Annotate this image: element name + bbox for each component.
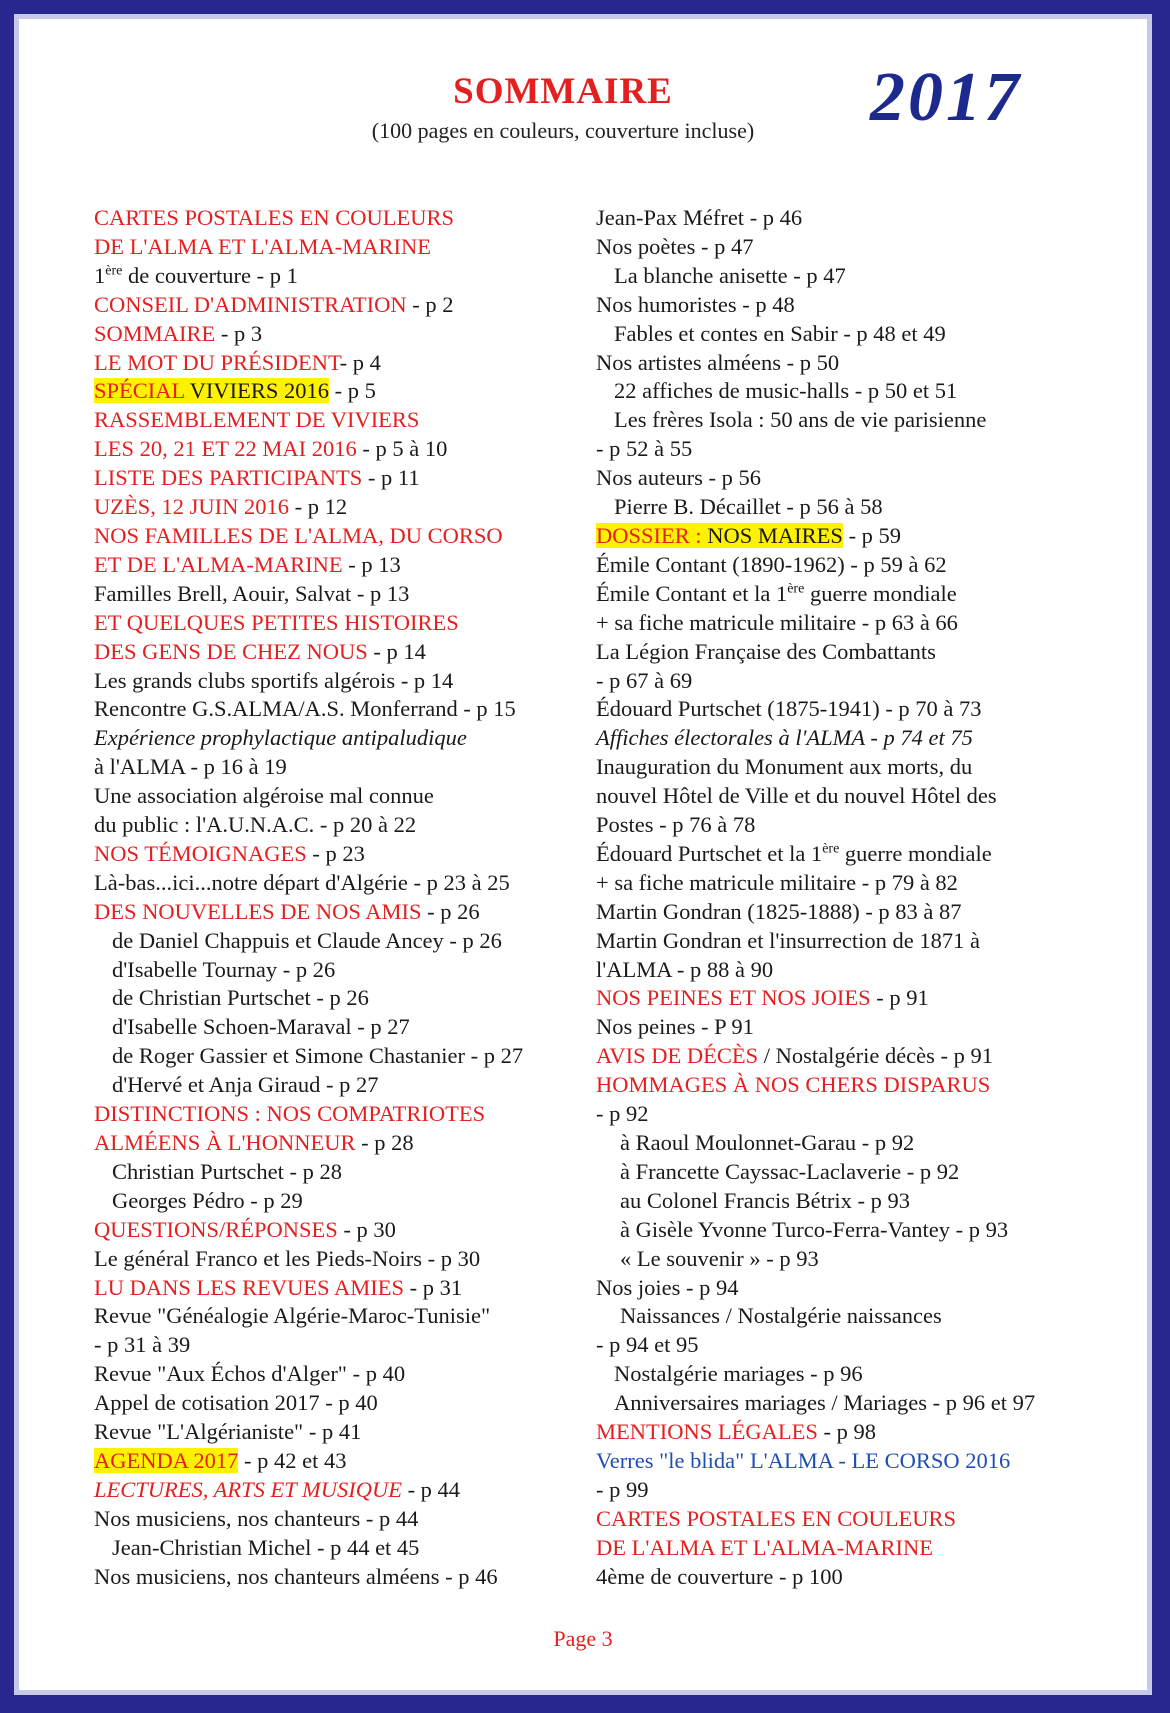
toc-entry [596, 927, 1136, 956]
toc-entry [94, 233, 594, 262]
toc-entry-text: - p 92 [596, 1101, 649, 1127]
toc-entry-text: DE L'ALMA ET L'ALMA-MARINE [94, 233, 432, 259]
toc-entry-text: - p 14 [367, 638, 426, 664]
toc-entry [94, 349, 594, 378]
toc-entry-text: - p 28 [355, 1130, 414, 1155]
toc-entry-text: Nos musiciens, nos chanteurs alméens - p 46 [94, 1563, 498, 1589]
toc-entry [94, 1302, 594, 1331]
toc-entry [94, 1071, 594, 1100]
toc-entry-text: Nos poètes - p 47 [596, 233, 754, 259]
toc-entry [596, 1360, 1136, 1389]
toc-entry-text: ère [822, 841, 840, 857]
toc-entry-text: NOS FAMILLES DE L'ALMA, DU CORSO [94, 522, 503, 548]
toc-entry-text: DE L'ALMA ET L'ALMA-MARINE [596, 1534, 934, 1560]
toc-entry-text: guerre mondiale [804, 580, 957, 606]
toc-entry [596, 349, 1136, 378]
toc-entry [596, 377, 1136, 406]
toc-entry-text: Martin Gondran et l'insurrection de 1871 à [596, 927, 980, 953]
toc-entry-text: RASSEMBLEMENT DE VIVIERS [94, 407, 420, 433]
toc-entry-text: Postes - p 76 à 78 [596, 812, 756, 838]
toc-entry [94, 291, 594, 320]
toc-entry-text: Verres "le blida" L'ALMA - LE CORSO 2016 [596, 1447, 1011, 1473]
toc-entry [94, 1476, 594, 1505]
toc-entry-text: de Christian Purtschet - p 26 [112, 985, 369, 1011]
toc-entry-text: Revue "Généalogie Algérie-Maroc-Tunisie" [94, 1303, 491, 1329]
toc-entry-text: SOMMAIRE [94, 320, 216, 346]
toc-entry [94, 869, 594, 898]
toc-entry-text: Les grands clubs sportifs algérois - p 14 [94, 667, 454, 693]
toc-entry [596, 406, 1136, 435]
toc-entry [94, 1216, 594, 1245]
toc-entry [596, 869, 1136, 898]
toc-entry-text: - p 12 [289, 494, 348, 520]
toc-entry [94, 262, 594, 291]
toc-entry-text: - p 23 [306, 840, 365, 866]
toc-entry [596, 291, 1136, 320]
toc-entry-text: - p 11 [362, 465, 420, 491]
page-number: Page 3 [553, 1626, 613, 1651]
toc-entry [94, 1042, 594, 1071]
toc-entry-text: 1 [94, 262, 106, 288]
toc-entry-text: - p 2 [406, 291, 454, 317]
toc-entry [596, 782, 1136, 811]
toc-entry [94, 753, 594, 782]
toc-entry [94, 1563, 594, 1592]
toc-entry [94, 667, 594, 696]
toc-entry-text: NOS PEINES ET NOS JOIES [596, 985, 871, 1011]
toc-entry-text: ET DE L'ALMA-MARINE [94, 551, 343, 577]
toc-entry-text: Nos auteurs - p 56 [596, 465, 761, 491]
toc-entry [94, 609, 594, 638]
toc-entry-text: Naissances / Nostalgérie naissances [620, 1303, 942, 1329]
toc-entry [596, 1447, 1136, 1476]
toc-entry-text: - p 52 à 55 [596, 436, 693, 462]
toc-entry-text: La Légion Française des Combattants [596, 638, 936, 664]
toc-entry [94, 1100, 594, 1129]
toc-entry-text: de couverture - p 1 [122, 262, 298, 288]
toc-entry-text: LES 20, 21 ET 22 MAI 2016 [94, 436, 357, 462]
toc-entry [94, 320, 594, 349]
toc-entry [596, 840, 1136, 869]
toc-entry [94, 1418, 594, 1447]
toc-entry-text: CARTES POSTALES EN COULEURS [94, 205, 455, 230]
toc-entry-text: Édouard Purtschet (1875-1941) - p 70 à 73 [596, 696, 982, 722]
toc-entry-text: SPÉCIAL [94, 378, 190, 404]
toc-entry-text: MENTIONS LÉGALES [596, 1419, 818, 1445]
toc-entry [596, 522, 1136, 551]
toc-entry [596, 1476, 1136, 1505]
toc-entry [94, 435, 594, 464]
toc-entry-text: Une association algéroise mal connue [94, 783, 434, 809]
toc-entry [94, 898, 594, 927]
toc-entry [596, 1331, 1136, 1360]
toc-entry-text: HOMMAGES À NOS CHERS DISPARUS [596, 1072, 991, 1098]
toc-entry-text: CARTES POSTALES EN COULEURS [596, 1505, 957, 1531]
toc-entry-text: Nos artistes alméens - p 50 [596, 349, 840, 375]
toc-entry-text: + sa fiche matricule militaire - p 63 à 66 [596, 609, 958, 635]
page-subtitle: (100 pages en couleurs, couverture incluse) [371, 118, 755, 143]
toc-entry [596, 1216, 1136, 1245]
toc-entry-text: - p 31 [404, 1274, 463, 1300]
toc-entry [596, 262, 1136, 291]
toc-entry [94, 1013, 594, 1042]
toc-entry-text: Georges Pédro - p 29 [112, 1187, 303, 1213]
toc-entry [596, 898, 1136, 927]
toc-entry-text: - p 99 [596, 1476, 649, 1502]
toc-entry-text: AGENDA 2017 [94, 1447, 239, 1473]
toc-entry-text: 22 affiches de music-halls - p 50 et 51 [614, 378, 958, 404]
toc-entry-text: - p 3 [215, 320, 263, 346]
toc-entry-text: - p 59 [842, 522, 902, 548]
toc-entry-text: Revue "Aux Échos d'Alger" - p 40 [94, 1361, 406, 1387]
toc-entry [596, 811, 1136, 840]
toc-entry [94, 840, 594, 869]
toc-entry [596, 1245, 1136, 1274]
toc-entry-text: ère [787, 581, 805, 597]
toc-entry [94, 204, 594, 233]
toc-entry [596, 1071, 1136, 1100]
toc-entry [94, 493, 594, 522]
toc-entry-text: au Colonel Francis Bétrix - p 93 [620, 1187, 910, 1213]
toc-entry-text: - p 4 [339, 349, 381, 375]
toc-entry-text: d'Isabelle Schoen-Maraval - p 27 [112, 1014, 410, 1040]
toc-entry-text: - p 44 [401, 1476, 461, 1502]
toc-entry [596, 695, 1136, 724]
toc-entry-text: / Nostalgérie décès - p 91 [758, 1043, 994, 1069]
toc-entry [596, 320, 1136, 349]
toc-entry-text: LU DANS LES REVUES AMIES [94, 1274, 405, 1300]
toc-entry [596, 1389, 1136, 1418]
toc-entry-text: guerre mondiale [839, 840, 992, 866]
toc-entry [596, 1274, 1136, 1303]
toc-entry [94, 580, 594, 609]
toc-entry-text: - p 94 et 95 [596, 1332, 699, 1358]
toc-entry-text: de Daniel Chappuis et Claude Ancey - p 26 [112, 927, 502, 953]
toc-entry-text: à Gisèle Yvonne Turco-Ferra-Vantey - p 93 [620, 1216, 1009, 1242]
toc-entry-text: d'Hervé et Anja Giraud - p 27 [112, 1072, 379, 1098]
toc-entry [596, 1302, 1136, 1331]
toc-entry-text: Nos joies - p 94 [596, 1274, 739, 1300]
toc-entry-text: LE MOT DU PRÉSIDENT [94, 349, 340, 375]
toc-entry-text: du public : l'A.U.N.A.C. - p 20 à 22 [94, 812, 417, 838]
toc-entry [596, 551, 1136, 580]
toc-entry-text: UZÈS, 12 JUIN 2016 [94, 494, 289, 520]
toc-entry-text: ALMÉENS À L'HONNEUR [94, 1130, 356, 1155]
toc-entry-text: - p 98 [817, 1419, 876, 1445]
toc-entry-text: LISTE DES PARTICIPANTS [94, 465, 363, 491]
toc-entry-text: Nos humoristes - p 48 [596, 291, 795, 317]
toc-entry [94, 406, 594, 435]
year-label: 2017 [870, 59, 1022, 136]
toc-entry [596, 1534, 1136, 1563]
toc-entry-text: Inauguration du Monument aux morts, du [596, 754, 973, 780]
toc-entry [94, 1245, 594, 1274]
toc-entry [94, 1360, 594, 1389]
toc-entry-text: Émile Contant et la 1 [596, 580, 788, 606]
toc-entry-text: Pierre B. Décaillet - p 56 à 58 [614, 494, 883, 520]
toc-entry [596, 1505, 1136, 1534]
toc-entry-text: - p 67 à 69 [596, 667, 693, 693]
toc-entry [596, 667, 1136, 696]
toc-entry-text: à l'ALMA - p 16 à 19 [94, 754, 287, 780]
toc-entry [94, 1158, 594, 1187]
toc-entry [596, 1563, 1136, 1592]
toc-entry-text: « Le souvenir » - p 93 [620, 1245, 819, 1271]
toc-entry-text: Émile Contant (1890-1962) - p 59 à 62 [596, 551, 947, 577]
toc-entry-text: l'ALMA - p 88 à 90 [596, 956, 774, 982]
toc-entry-text: ère [105, 263, 123, 279]
toc-entry-text: - p 42 et 43 [238, 1447, 347, 1473]
toc-entry-text: La blanche anisette - p 47 [614, 262, 846, 288]
toc-entry-text: à Raoul Moulonnet-Garau - p 92 [620, 1130, 915, 1155]
toc-entry [94, 1534, 594, 1563]
toc-entry [596, 724, 1136, 753]
toc-entry-text: Appel de cotisation 2017 - p 40 [94, 1390, 378, 1416]
toc-entry [94, 1331, 594, 1360]
toc-entry [94, 724, 594, 753]
toc-entry-text: Revue "L'Algérianiste" - p 41 [94, 1419, 362, 1445]
toc-entry-text: + sa fiche matricule militaire - p 79 à 82 [596, 869, 958, 895]
toc-entry [596, 609, 1136, 638]
toc-entry [596, 956, 1136, 985]
page-frame [14, 14, 1152, 1695]
toc-entry-text: VIVIERS 2016 [189, 378, 330, 404]
toc-entry-text: LECTURES, ARTS ET MUSIQUE [94, 1476, 402, 1502]
toc-entry [596, 464, 1136, 493]
toc-entry-text: Édouard Purtschet et la 1 [596, 840, 823, 866]
toc-entry [94, 956, 594, 985]
toc-entry-text: - p 31 à 39 [94, 1332, 191, 1358]
toc-entry-text: DES NOUVELLES DE NOS AMIS [94, 898, 422, 924]
toc-entry [94, 782, 594, 811]
toc-entry [596, 1158, 1136, 1187]
toc-entry-text: Là-bas...ici...notre départ d'Algérie - p 23 à 25 [94, 869, 510, 895]
toc-entry-text: Fables et contes en Sabir - p 48 et 49 [614, 320, 946, 346]
toc-entry-text: Le général Franco et les Pieds-Noirs - p 30 [94, 1245, 481, 1271]
toc-entry-text: Les frères Isola : 50 ans de vie parisienne [614, 407, 987, 433]
toc-entry-text: QUESTIONS/RÉPONSES [94, 1216, 338, 1242]
toc-entry-text: Jean-Pax Méfret - p 46 [596, 205, 803, 230]
toc-entry-text: DISTINCTIONS : NOS COMPATRIOTES [94, 1101, 486, 1127]
page-title: SOMMAIRE [453, 71, 673, 112]
toc-entry-text: Jean-Christian Michel - p 44 et 45 [112, 1534, 420, 1560]
toc-entry-text: - p 13 [342, 551, 401, 577]
toc-entry [596, 984, 1136, 1013]
toc-entry [94, 1447, 594, 1476]
toc-entry-text: CONSEIL D'ADMINISTRATION [94, 291, 407, 317]
toc-entry [94, 1187, 594, 1216]
toc-entry [94, 984, 594, 1013]
toc-entry [94, 1274, 594, 1303]
toc-entry [94, 927, 594, 956]
toc-entry [596, 204, 1136, 233]
toc-entry-text: ET QUELQUES PETITES HISTOIRES [94, 609, 459, 635]
toc-entry-text: - p 30 [337, 1216, 396, 1242]
toc-entry-text: Familles Brell, Aouir, Salvat - p 13 [94, 580, 410, 606]
toc-entry-text: DES GENS DE CHEZ NOUS [94, 638, 368, 664]
toc-entry-text: - p 5 [329, 378, 376, 404]
toc-entry [596, 753, 1136, 782]
toc-entry-text: Rencontre G.S.ALMA/A.S. Monferrand - p 15 [94, 696, 516, 722]
toc-entry-text: - p 91 [870, 985, 929, 1011]
toc-entry [596, 1129, 1136, 1158]
toc-entry-text: Nos musiciens, nos chanteurs - p 44 [94, 1505, 419, 1531]
toc-entry-text: à Francette Cayssac-Laclaverie - p 92 [620, 1158, 960, 1184]
toc-entry [596, 1042, 1136, 1071]
toc-entry-text: Affiches électorales à l'ALMA - p 74 et 75 [596, 725, 973, 751]
toc-entry-text: Expérience prophylactique antipaludique [94, 725, 467, 751]
toc-entry-text: - p 26 [421, 898, 480, 924]
toc-entry [94, 522, 594, 551]
toc-entry [596, 1100, 1136, 1129]
toc-entry [94, 1389, 594, 1418]
toc-entry [596, 638, 1136, 667]
toc-entry [596, 1013, 1136, 1042]
toc-entry [94, 551, 594, 580]
toc-entry [596, 233, 1136, 262]
toc-entry-text: Anniversaires mariages / Mariages - p 96 et 97 [614, 1390, 1036, 1416]
toc-entry [94, 377, 594, 406]
toc-entry-text: DOSSIER : [596, 522, 708, 548]
toc-entry-text: AVIS DE DÉCÈS [596, 1043, 759, 1069]
toc-entry-text: Nostalgérie mariages - p 96 [614, 1361, 863, 1387]
toc-entry [596, 580, 1136, 609]
toc-entry [596, 1418, 1136, 1447]
toc-entry-text: NOS TÉMOIGNAGES [94, 840, 307, 866]
toc-left-column [94, 204, 594, 1592]
toc-entry-text: NOS MAIRES [707, 522, 843, 548]
toc-entry-text: de Roger Gassier et Simone Chastanier - p 27 [112, 1043, 524, 1069]
toc-entry-text: Nos peines - P 91 [596, 1014, 754, 1040]
toc-entry [94, 1505, 594, 1534]
toc-entry-text: Martin Gondran (1825-1888) - p 83 à 87 [596, 898, 962, 924]
toc-entry-text: d'Isabelle Tournay - p 26 [112, 956, 336, 982]
toc-entry-text: Christian Purtschet - p 28 [112, 1158, 342, 1184]
toc-entry-text: - p 5 à 10 [356, 436, 448, 462]
toc-entry [94, 1129, 594, 1158]
toc-entry [94, 695, 594, 724]
toc-entry-text: nouvel Hôtel de Ville et du nouvel Hôtel des [596, 783, 997, 809]
toc-entry [94, 638, 594, 667]
toc-entry [596, 435, 1136, 464]
toc-entry [94, 464, 594, 493]
toc-entry-text: 4ème de couverture - p 100 [596, 1563, 843, 1589]
toc-right-column [596, 204, 1136, 1592]
toc-entry [596, 1187, 1136, 1216]
toc-entry [94, 811, 594, 840]
toc-entry [596, 493, 1136, 522]
